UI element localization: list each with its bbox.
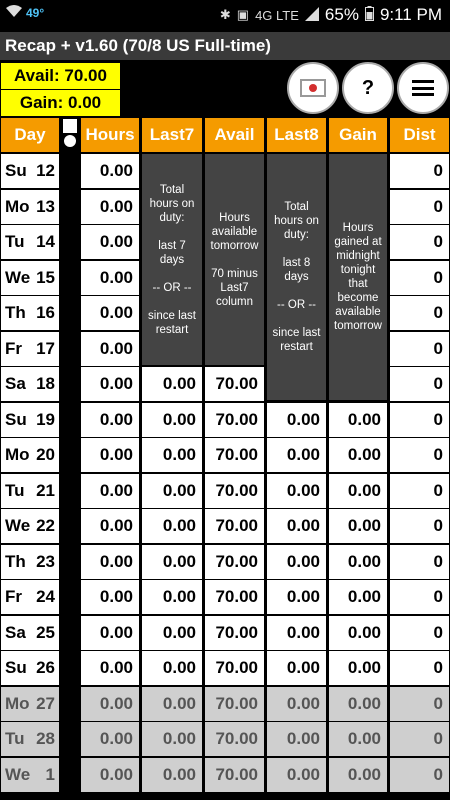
day-of-week: Mo bbox=[5, 693, 30, 713]
dist-cell: 0 bbox=[390, 154, 449, 188]
dist-cell: 0 bbox=[390, 190, 449, 224]
signal-icon bbox=[305, 7, 319, 24]
help-button[interactable]: ? bbox=[342, 62, 394, 114]
last8-cell: 0.00 bbox=[267, 722, 326, 756]
day-date: 20 bbox=[36, 445, 55, 464]
dist-cell: 0 bbox=[390, 296, 449, 330]
last7-cell: 0.00 bbox=[142, 545, 202, 579]
dist-cell: 0 bbox=[390, 722, 449, 756]
gain-cell: 0.00 bbox=[329, 687, 387, 721]
dist-cell: 0 bbox=[390, 261, 449, 295]
gain-cell: 0.00 bbox=[329, 722, 387, 756]
dist-cell: 0 bbox=[390, 580, 449, 614]
gain-cell: 0.00 bbox=[329, 616, 387, 650]
day-of-week: Su bbox=[5, 161, 27, 180]
hours-cell[interactable]: 0.00 bbox=[81, 367, 139, 401]
day-of-week: Tu bbox=[5, 480, 25, 500]
day-of-week: Fr bbox=[5, 338, 22, 358]
mail-button[interactable] bbox=[287, 62, 339, 114]
hours-cell[interactable]: 0.00 bbox=[81, 687, 139, 721]
menu-button[interactable] bbox=[397, 62, 449, 114]
avail-info-panel: Hours available tomorrow 70 minus Last7 column bbox=[205, 154, 264, 365]
gain-cell: 0.00 bbox=[329, 474, 387, 508]
day-cell[interactable] bbox=[1, 154, 59, 188]
hours-cell[interactable]: 0.00 bbox=[81, 580, 139, 614]
gain-cell: 0.00 bbox=[329, 509, 387, 543]
header-day[interactable]: Day bbox=[1, 118, 59, 152]
hours-cell[interactable]: 0.00 bbox=[81, 722, 139, 756]
day-cell[interactable] bbox=[1, 225, 59, 259]
day-of-week: Mo bbox=[5, 196, 30, 216]
day-of-week: Sa bbox=[5, 374, 26, 393]
dist-cell: 0 bbox=[390, 616, 449, 650]
temperature: 49° bbox=[26, 5, 45, 20]
hours-cell[interactable]: 0.00 bbox=[81, 225, 139, 259]
day-of-week: Mo bbox=[5, 445, 30, 464]
last8-cell: 0.00 bbox=[267, 509, 326, 543]
avail-cell: 70.00 bbox=[205, 545, 264, 579]
gain-cell: 0.00 bbox=[329, 580, 387, 614]
last8-cell: 0.00 bbox=[267, 651, 326, 685]
day-cell[interactable] bbox=[1, 261, 59, 295]
last8-info-panel: Total hours on duty: last 8 days -- OR -- since last restart bbox=[267, 154, 326, 400]
clock: 9:11 PM bbox=[379, 5, 442, 24]
hours-cell[interactable]: 0.00 bbox=[81, 261, 139, 295]
day-of-week: Fr bbox=[5, 587, 22, 606]
dist-cell: 0 bbox=[390, 545, 449, 579]
table-row[interactable] bbox=[0, 545, 450, 579]
last7-cell: 0.00 bbox=[142, 509, 202, 543]
day-date: 14 bbox=[36, 232, 55, 251]
last7-cell: 0.00 bbox=[142, 367, 202, 401]
hours-cell[interactable]: 0.00 bbox=[81, 296, 139, 330]
day-cell[interactable] bbox=[1, 545, 59, 579]
last7-cell: 0.00 bbox=[142, 651, 202, 685]
dist-cell: 0 bbox=[390, 225, 449, 259]
day-date: 26 bbox=[36, 658, 55, 677]
last7-cell: 0.00 bbox=[142, 438, 202, 472]
avail-cell: 70.00 bbox=[205, 722, 264, 756]
avail-cell: 70.00 bbox=[205, 580, 264, 614]
hours-cell[interactable]: 0.00 bbox=[81, 509, 139, 543]
bluetooth-icon: ✱ bbox=[219, 7, 231, 22]
header-last8[interactable]: Last8 bbox=[267, 118, 326, 152]
day-cell[interactable] bbox=[1, 296, 59, 330]
table-row[interactable] bbox=[0, 687, 450, 721]
dist-cell: 0 bbox=[390, 687, 449, 721]
table-row[interactable] bbox=[0, 438, 450, 472]
table-row[interactable] bbox=[0, 580, 450, 614]
last7-cell: 0.00 bbox=[142, 722, 202, 756]
day-of-week: Su bbox=[5, 409, 27, 429]
day-date: 23 bbox=[36, 551, 55, 571]
table-row[interactable] bbox=[0, 403, 450, 437]
gain-info-panel: Hours gained at midnight tonight that become available tomorrow bbox=[329, 154, 387, 400]
dist-cell: 0 bbox=[390, 651, 449, 685]
last8-cell: 0.00 bbox=[267, 474, 326, 508]
dist-cell: 0 bbox=[390, 438, 449, 472]
avail-cell: 70.00 bbox=[205, 651, 264, 685]
avail-cell: 70.00 bbox=[205, 367, 264, 401]
last8-cell: 0.00 bbox=[267, 758, 326, 792]
table-row[interactable] bbox=[0, 616, 450, 650]
hamburger-menu-icon bbox=[412, 80, 434, 96]
day-date: 27 bbox=[36, 693, 55, 713]
last8-cell: 0.00 bbox=[267, 580, 326, 614]
dist-cell: 0 bbox=[390, 758, 449, 792]
day-of-week: We bbox=[5, 516, 31, 535]
last7-cell: 0.00 bbox=[142, 403, 202, 437]
header-avail[interactable]: Avail bbox=[205, 118, 264, 152]
day-date: 1 bbox=[45, 764, 55, 784]
hours-cell[interactable]: 0.00 bbox=[81, 403, 139, 437]
last7-cell: 0.00 bbox=[142, 616, 202, 650]
gain-cell: 0.00 bbox=[329, 403, 387, 437]
day-of-week: Sa bbox=[5, 622, 26, 642]
day-cell[interactable] bbox=[1, 616, 59, 650]
day-cell[interactable] bbox=[1, 758, 59, 792]
table-row[interactable] bbox=[0, 509, 450, 543]
day-cell[interactable] bbox=[1, 651, 59, 685]
dist-cell: 0 bbox=[390, 367, 449, 401]
day-cell[interactable] bbox=[1, 332, 59, 366]
scroll-handle[interactable] bbox=[64, 135, 76, 147]
gain-cell: 0.00 bbox=[329, 438, 387, 472]
header-hours[interactable]: Hours bbox=[81, 118, 139, 152]
header-gain[interactable]: Gain bbox=[329, 118, 387, 152]
day-date: 13 bbox=[36, 196, 55, 216]
hours-cell[interactable]: 0.00 bbox=[81, 474, 139, 508]
day-cell[interactable] bbox=[1, 580, 59, 614]
day-of-week: Th bbox=[5, 303, 26, 322]
avail-cell: 70.00 bbox=[205, 403, 264, 437]
hours-cell[interactable]: 0.00 bbox=[81, 758, 139, 792]
day-date: 24 bbox=[36, 587, 55, 606]
header-dist[interactable]: Dist bbox=[390, 118, 449, 152]
last8-cell: 0.00 bbox=[267, 687, 326, 721]
avail-cell: 70.00 bbox=[205, 509, 264, 543]
gain-cell: 0.00 bbox=[329, 545, 387, 579]
summary-area bbox=[0, 60, 450, 118]
last8-cell: 0.00 bbox=[267, 438, 326, 472]
day-cell[interactable] bbox=[1, 722, 59, 756]
avail-summary: Avail: 70.00 bbox=[0, 62, 121, 90]
avail-cell: 70.00 bbox=[205, 758, 264, 792]
day-date: 22 bbox=[36, 516, 55, 535]
day-cell[interactable] bbox=[1, 403, 59, 437]
table-row[interactable] bbox=[0, 722, 450, 756]
nfc-icon: ▣ bbox=[236, 7, 250, 22]
day-cell[interactable] bbox=[1, 438, 59, 472]
hours-cell[interactable]: 0.00 bbox=[81, 545, 139, 579]
status-bar bbox=[0, 0, 450, 32]
last8-cell: 0.00 bbox=[267, 616, 326, 650]
day-date: 15 bbox=[36, 267, 55, 287]
header-last7[interactable]: Last7 bbox=[142, 118, 202, 152]
scroll-top-marker bbox=[63, 119, 77, 133]
battery-percent: 65% bbox=[324, 5, 359, 24]
last7-cell: 0.00 bbox=[142, 580, 202, 614]
dist-cell: 0 bbox=[390, 332, 449, 366]
day-date: 19 bbox=[36, 409, 55, 429]
day-date: 17 bbox=[36, 338, 55, 358]
day-of-week: We bbox=[5, 267, 31, 287]
recap-grid bbox=[0, 118, 450, 800]
day-cell[interactable] bbox=[1, 190, 59, 224]
day-of-week: Th bbox=[5, 551, 26, 571]
day-date: 28 bbox=[36, 729, 55, 748]
app-title: Recap + v1.60 (70/8 US Full-time) bbox=[0, 32, 450, 60]
dist-cell: 0 bbox=[390, 509, 449, 543]
gain-cell: 0.00 bbox=[329, 758, 387, 792]
hours-cell[interactable]: 0.00 bbox=[81, 651, 139, 685]
battery-icon bbox=[365, 6, 374, 24]
table-row[interactable] bbox=[0, 651, 450, 685]
hours-cell[interactable]: 0.00 bbox=[81, 616, 139, 650]
gain-summary: Gain: 0.00 bbox=[0, 89, 121, 117]
dist-cell: 0 bbox=[390, 474, 449, 508]
hours-cell[interactable]: 0.00 bbox=[81, 332, 139, 366]
day-cell[interactable] bbox=[1, 509, 59, 543]
network-label: 4G LTE bbox=[255, 7, 299, 23]
last7-info-panel: Total hours on duty: last 7 days -- OR -- since last restart bbox=[142, 154, 202, 365]
avail-cell: 70.00 bbox=[205, 474, 264, 508]
hours-cell[interactable]: 0.00 bbox=[81, 190, 139, 224]
mail-icon bbox=[300, 79, 326, 97]
day-date: 25 bbox=[36, 622, 55, 642]
day-date: 12 bbox=[36, 161, 55, 180]
last7-cell: 0.00 bbox=[142, 474, 202, 508]
avail-cell: 70.00 bbox=[205, 438, 264, 472]
day-of-week: Tu bbox=[5, 729, 25, 748]
day-date: 16 bbox=[36, 303, 55, 322]
last7-cell: 0.00 bbox=[142, 687, 202, 721]
day-cell[interactable] bbox=[1, 367, 59, 401]
avail-cell: 70.00 bbox=[205, 687, 264, 721]
day-cell[interactable] bbox=[1, 474, 59, 508]
day-cell[interactable] bbox=[1, 687, 59, 721]
day-date: 21 bbox=[36, 480, 55, 500]
last7-cell: 0.00 bbox=[142, 758, 202, 792]
last8-cell: 0.00 bbox=[267, 545, 326, 579]
day-date: 18 bbox=[36, 374, 55, 393]
hours-cell[interactable]: 0.00 bbox=[81, 154, 139, 188]
table-row[interactable] bbox=[0, 474, 450, 508]
table-row[interactable] bbox=[0, 758, 450, 792]
wifi-icon bbox=[6, 5, 22, 20]
day-of-week: Tu bbox=[5, 232, 25, 251]
dist-cell: 0 bbox=[390, 403, 449, 437]
last8-cell: 0.00 bbox=[267, 403, 326, 437]
hours-cell[interactable]: 0.00 bbox=[81, 438, 139, 472]
day-of-week: We bbox=[5, 764, 31, 784]
gain-cell: 0.00 bbox=[329, 651, 387, 685]
avail-cell: 70.00 bbox=[205, 616, 264, 650]
day-of-week: Su bbox=[5, 658, 27, 677]
